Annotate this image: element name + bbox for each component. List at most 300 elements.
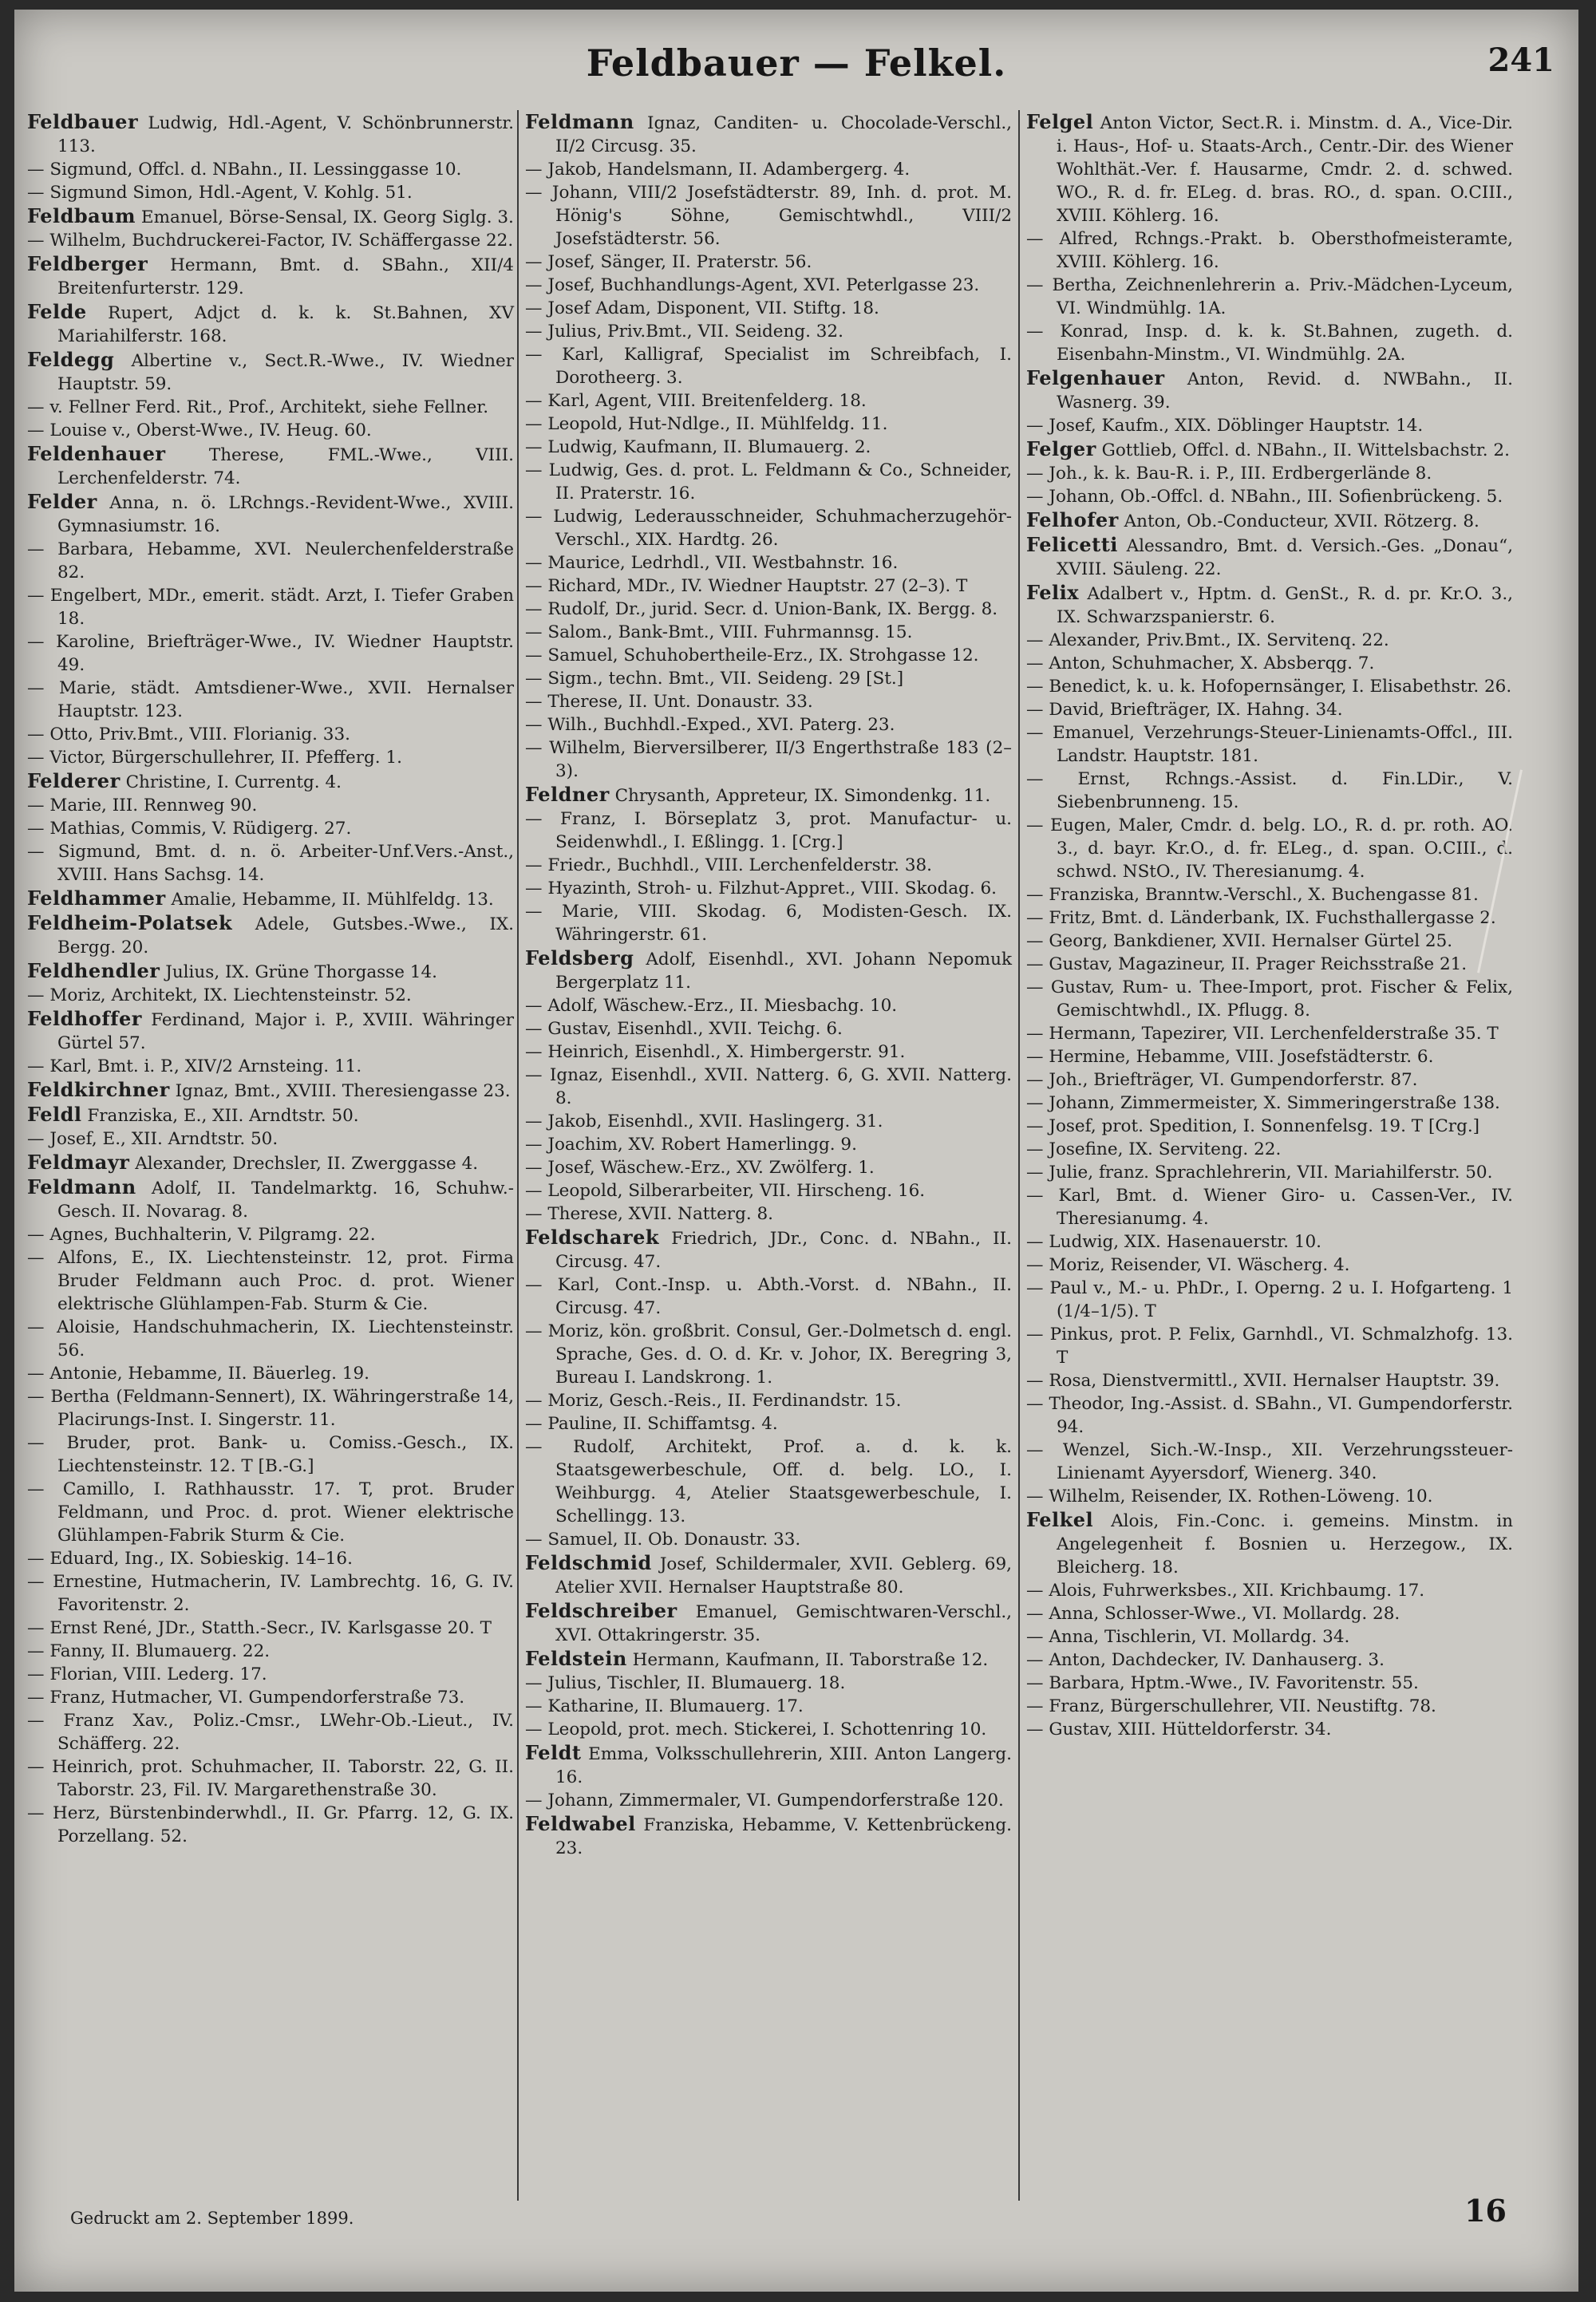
entry-text: — Moriz, Architekt, IX. Liechtensteinstr. 52. — [27, 985, 412, 1005]
entry-text: — Therese, XVII. Natterg. 8. — [525, 1204, 774, 1224]
surname: Feldheim-Polatsek — [27, 911, 233, 934]
entry-text: — Sigmund, Offcl. d. NBahn., II. Lessinggasse 10. — [27, 160, 462, 180]
print-date-note: Gedruckt am 2. September 1899. — [70, 2209, 354, 2228]
entry-text: — Alois, Fuhrwerksbes., XII. Krichbaumg. 17. — [1026, 1581, 1425, 1601]
entry-text: — Marie, städt. Amtsdiener-Wwe., XVII. Hernalser Hauptstr. 123. — [27, 678, 514, 721]
surname: Feldscharek — [525, 1226, 660, 1249]
directory-entry — [525, 1389, 1012, 1412]
surname: Feldmann — [27, 1175, 136, 1198]
entry-text: — Hyazinth, Stroh- u. Filzhut-Appret., VIII. Skodag. 6. — [525, 879, 997, 898]
directory-entry — [1026, 1718, 1513, 1741]
directory-entry — [525, 1412, 1012, 1435]
directory-entry — [27, 1663, 514, 1686]
directory-entry-head — [27, 442, 514, 490]
surname: Feldstein — [525, 1647, 627, 1670]
entry-text: — Rudolf, Dr., jurid. Secr. d. Union-Bank, IX. Bergg. 8. — [525, 599, 998, 619]
directory-entry — [27, 677, 514, 723]
entry-text: — Barbara, Hptm.-Wwe., IV. Favoritenstr. 55. — [1026, 1673, 1419, 1693]
directory-entry — [525, 713, 1012, 736]
entry-text: — Therese, II. Unt. Donaustr. 33. — [525, 692, 813, 712]
directory-entry — [1026, 1115, 1513, 1138]
entry-text: — Katharine, II. Blumauerg. 17. — [525, 1696, 804, 1716]
entry-text: — Leopold, prot. mech. Stickerei, I. Schottenring 10. — [525, 1720, 987, 1739]
directory-entry — [1026, 1277, 1513, 1323]
entry-text: — Gustav, Magazineur, II. Prager Reichsstraße 21. — [1026, 954, 1468, 974]
directory-entry — [525, 274, 1012, 297]
entry-text: — Karl, Bmt. d. Wiener Giro- u. Cassen-Ver., IV. Theresianumg. 4. — [1026, 1186, 1513, 1229]
entry-text: — Salom., Bank-Bmt., VIII. Fuhrmannsg. 15. — [525, 622, 913, 642]
entry-text: — Karoline, Briefträger-Wwe., IV. Wiedner Hauptstr. 49. — [27, 632, 514, 675]
directory-entry — [27, 1246, 514, 1316]
surname: Felder — [27, 490, 97, 513]
directory-entry — [27, 181, 514, 204]
entry-text: — Ludwig, Kaufmann, II. Blumauerg. 2. — [525, 437, 871, 457]
entry-text: — Josef, prot. Spedition, I. Sonnenfelsg. 19. T [Crg.] — [1026, 1116, 1480, 1136]
surname: Felgel — [1026, 110, 1094, 133]
directory-entry — [27, 538, 514, 584]
entry-text: — Sigmund, Bmt. d. n. ö. Arbeiter-Unf.Vers.-Anst., XVIII. Hans Sachsg. 14. — [27, 842, 514, 885]
entry-text: — Georg, Bankdiener, XVII. Hernalser Gürtel 25. — [1026, 931, 1453, 951]
surname: Feldwabel — [525, 1812, 636, 1835]
directory-entry-head — [525, 1551, 1012, 1599]
directory-entry — [525, 807, 1012, 854]
entry-text: Gottlieb, Offcl. d. NBahn., II. Wittelsbachstr. 2. — [1101, 440, 1510, 460]
directory-entry — [525, 575, 1012, 598]
surname: Feldegg — [27, 348, 115, 371]
entry-text: Hermann, Bmt. d. SBahn., XII/4 Breitenfurterstr. 129. — [57, 255, 514, 298]
entry-text: — Alfons, E., IX. Liechtensteinstr. 12, prot. Firma Bruder Feldmann auch Proc. d. prot. Wiener elektrische Glühlampen-Fab. Sturm & Cie. — [27, 1248, 514, 1314]
directory-entry-head — [1026, 437, 1513, 462]
directory-entry — [1026, 1323, 1513, 1369]
entry-text: — Wilh., Buchhdl.-Exped., XVI. Paterg. 23. — [525, 715, 895, 735]
entry-text: — Bruder, prot. Bank- u. Comiss.-Gesch., IX. Liechtensteinstr. 12. T [B.-G.] — [27, 1433, 514, 1476]
directory-entry-head — [525, 1226, 1012, 1273]
entry-text: — Joh., Briefträger, VI. Gumpendorferstr. 87. — [1026, 1070, 1418, 1090]
entry-text: — Mathias, Commis, V. Rüdigerg. 27. — [27, 819, 352, 839]
directory-entry — [525, 1718, 1012, 1741]
surname: Feldschreiber — [525, 1599, 678, 1622]
column-divider — [1018, 110, 1020, 2201]
entry-text: — Leopold, Hut-Ndlge., II. Mühlfeldg. 11. — [525, 414, 888, 434]
directory-entry-head — [525, 783, 1012, 807]
entry-text: — Julius, Priv.Bmt., VII. Seideng. 32. — [525, 322, 843, 342]
directory-entry — [525, 994, 1012, 1017]
directory-entry-head — [27, 959, 514, 984]
directory-entry — [1026, 274, 1513, 320]
directory-entry — [1026, 227, 1513, 274]
directory-entry-head — [525, 1599, 1012, 1647]
entry-text: Franziska, Hebamme, V. Kettenbrückeng. 23. — [555, 1815, 1013, 1858]
entry-text: — Franz, I. Börseplatz 3, prot. Manufactur- u. Seidenwhdl., I. Eßlingg. 1. [Crg.] — [525, 809, 1012, 852]
directory-entry — [27, 396, 514, 419]
surname: Felkel — [1026, 1508, 1094, 1531]
directory-entry — [1026, 1092, 1513, 1115]
directory-entry-head — [1026, 533, 1513, 581]
directory-entry-head — [525, 946, 1012, 994]
entry-text: — Jakob, Handelsmann, II. Adambergerg. 4. — [525, 160, 911, 180]
signature-mark: 16 — [1464, 2193, 1507, 2229]
entry-text: — Josef, Kaufm., XIX. Döblinger Hauptstr. 14. — [1026, 416, 1424, 436]
entry-text: — Wilhelm, Bierversilberer, II/3 Engerthstraße 183 (2–3). — [525, 738, 1012, 781]
directory-entry-head — [1026, 366, 1513, 414]
column-1 — [27, 110, 514, 1848]
directory-entry — [27, 1570, 514, 1617]
entry-text: Christine, I. Currentg. 4. — [125, 772, 342, 792]
surname: Feldsberg — [525, 946, 634, 969]
entry-text: — Barbara, Hebamme, XVI. Neulerchenfelderstraße 82. — [27, 539, 514, 582]
directory-entry — [1026, 1184, 1513, 1230]
entry-text: — Friedr., Buchhdl., VIII. Lerchenfelderstr. 38. — [525, 855, 933, 875]
entry-text: Ludwig, Hdl.-Agent, V. Schönbrunnerstr. 113. — [57, 113, 514, 156]
directory-entry — [27, 1431, 514, 1478]
directory-entry — [1026, 1045, 1513, 1068]
directory-entry — [525, 343, 1012, 389]
entry-text: Therese, FML.-Wwe., VIII. Lerchenfelderstr. 74. — [57, 445, 514, 488]
directory-entry-head — [27, 252, 514, 300]
directory-entry — [1026, 652, 1513, 675]
directory-entry — [27, 1362, 514, 1385]
directory-entry — [27, 840, 514, 886]
entry-text: — Sigm., techn. Bmt., VII. Seideng. 29 [St.] — [525, 669, 904, 689]
directory-entry — [27, 1755, 514, 1802]
surname: Feldmayr — [27, 1151, 130, 1174]
entry-text: — v. Fellner Ferd. Rit., Prof., Architekt, siehe Fellner. — [27, 397, 489, 417]
directory-entry — [525, 1528, 1012, 1551]
entry-text: Adolf, Eisenhdl., XVI. Johann Nepomuk Bergerplatz 11. — [555, 950, 1013, 993]
entry-text: — Marie, III. Rennweg 90. — [27, 796, 258, 815]
column-divider — [517, 110, 519, 2201]
entry-text: — Ernst René, JDr., Statth.-Secr., IV. Karlsgasse 20. T — [27, 1618, 492, 1638]
entry-text: — Ludwig, Ges. d. prot. L. Feldmann & Co., Schneider, II. Praterstr. 16. — [525, 460, 1012, 503]
entry-text: — Eduard, Ing., IX. Sobieskig. 14–16. — [27, 1549, 353, 1569]
directory-entry-head — [1026, 110, 1513, 227]
directory-entry — [27, 1709, 514, 1755]
directory-entry-head — [525, 1741, 1012, 1789]
surname: Feldenhauer — [27, 442, 166, 465]
entry-text: — Ludwig, Lederausschneider, Schuhmacherzugehör-Verschl., XIX. Hardtg. 26. — [525, 507, 1012, 550]
surname: Feldhendler — [27, 959, 160, 982]
entry-text: — David, Briefträger, IX. Hahng. 34. — [1026, 700, 1343, 720]
entry-text: — Florian, VIII. Lederg. 17. — [27, 1664, 267, 1684]
page-title: Feldbauer — Felkel. — [586, 41, 1007, 85]
directory-entry-head — [27, 348, 514, 396]
directory-entry — [27, 1686, 514, 1709]
entry-text: — Franz Xav., Poliz.-Cmsr., LWehr-Ob.-Lieut., IV. Schäfferg. 22. — [27, 1711, 514, 1754]
entry-text: Emma, Volksschullehrerin, XIII. Anton Langerg. 16. — [555, 1744, 1012, 1787]
entry-text: — Franz, Hutmacher, VI. Gumpendorferstraße 73. — [27, 1688, 465, 1708]
surname: Felger — [1026, 437, 1096, 460]
directory-entry — [1026, 320, 1513, 366]
directory-entry — [525, 1017, 1012, 1040]
directory-entry — [525, 598, 1012, 621]
entry-text: Emanuel, Gemischtwaren-Verschl., XVI. Ottakringerstr. 35. — [555, 1602, 1012, 1645]
directory-entry-head — [27, 204, 514, 229]
directory-entry — [27, 984, 514, 1007]
entry-text: — Eugen, Maler, Cmdr. d. belg. LO., R. d. pr. roth. AO. 3., d. bayr. Kr.O., d. fr. ELeg., d. span. O.CIII., d. schwd. NStO., IV. Theresianumg. 4. — [1026, 815, 1513, 882]
entry-text: Friedrich, JDr., Conc. d. NBahn., II. Circusg. 47. — [555, 1229, 1012, 1272]
directory-entry — [525, 505, 1012, 551]
entry-text: — Sigmund Simon, Hdl.-Agent, V. Kohlg. 51. — [27, 183, 413, 203]
entry-text: — Gustav, XIII. Hütteldorferstr. 34. — [1026, 1720, 1332, 1739]
directory-page — [14, 10, 1578, 2292]
entry-text: — Karl, Agent, VIII. Breitenfelderg. 18. — [525, 391, 867, 411]
directory-entry — [1026, 485, 1513, 508]
page-number: 241 — [1487, 41, 1555, 79]
entry-text: — Karl, Cont.-Insp. u. Abth.-Vorst. d. NBahn., II. Circusg. 47. — [525, 1275, 1012, 1318]
entry-text: — Fanny, II. Blumauerg. 22. — [27, 1641, 271, 1661]
entry-text: — Jakob, Eisenhdl., XVII. Haslingerg. 31. — [525, 1112, 883, 1131]
directory-entry — [27, 1385, 514, 1431]
entry-text: Adalbert v., Hptm. d. GenSt., R. d. pr. Kr.O. 3., IX. Schwarzspanierstr. 6. — [1057, 584, 1513, 627]
entry-text: — Leopold, Silberarbeiter, VII. Hirscheng. 16. — [525, 1181, 926, 1201]
entry-text: — Adolf, Wäschew.-Erz., II. Miesbachg. 10. — [525, 996, 898, 1016]
directory-entry-head — [1026, 508, 1513, 533]
entry-text: — Bertha (Feldmann-Sennert), IX. Währingerstraße 14, Placirungs-Inst. I. Singerstr. 11. — [27, 1387, 514, 1430]
entry-text: — Josef Adam, Disponent, VII. Stiftg. 18. — [525, 298, 879, 318]
entry-text: — Johann, Zimmermeister, X. Simmeringerstraße 138. — [1026, 1093, 1500, 1113]
directory-entry — [525, 551, 1012, 575]
directory-entry-head — [525, 110, 1012, 158]
entry-text: — Theodor, Ing.-Assist. d. SBahn., VI. Gumpendorferstr. 94. — [1026, 1394, 1513, 1437]
entry-text: — Samuel, Schuhobertheile-Erz., IX. Strohgasse 12. — [525, 646, 979, 665]
directory-entry — [525, 181, 1012, 251]
directory-entry — [525, 644, 1012, 667]
directory-entry — [27, 1478, 514, 1547]
directory-entry — [525, 158, 1012, 181]
directory-entry — [1026, 768, 1513, 814]
directory-entry — [525, 320, 1012, 343]
directory-entry — [1026, 930, 1513, 953]
directory-entry — [27, 229, 514, 252]
entry-text: Adele, Gutsbes.-Wwe., IX. Bergg. 20. — [57, 914, 514, 958]
directory-entry — [1026, 1485, 1513, 1508]
directory-entry — [1026, 976, 1513, 1022]
directory-entry — [525, 1110, 1012, 1133]
directory-entry-head — [27, 110, 514, 158]
directory-entry — [1026, 1254, 1513, 1277]
entry-text: — Karl, Bmt. i. P., XIV/2 Arnsteing. 11. — [27, 1056, 362, 1076]
directory-entry — [1026, 814, 1513, 883]
entry-text: — Konrad, Insp. d. k. k. St.Bahnen, zugeth. d. Eisenbahn-Minstm., VI. Windmühlg. 2A. — [1026, 322, 1513, 365]
entry-text: — Josef, Wäschew.-Erz., XV. Zwölferg. 1. — [525, 1158, 875, 1178]
entry-text: — Bertha, Zeichnenlehrerin a. Priv.-Mädchen-Lyceum, VI. Windmühlg. 1A. — [1026, 275, 1513, 318]
directory-entry — [525, 1156, 1012, 1179]
directory-entry — [525, 1202, 1012, 1226]
page-header — [14, 41, 1578, 97]
directory-entry — [525, 1133, 1012, 1156]
directory-entry — [1026, 1230, 1513, 1254]
directory-entry — [1026, 1602, 1513, 1625]
directory-entry — [27, 419, 514, 442]
directory-entry — [525, 1040, 1012, 1064]
entry-text: — Agnes, Buchhalterin, V. Pilgramg. 22. — [27, 1225, 376, 1245]
entry-text: Hermann, Kaufmann, II. Taborstraße 12. — [632, 1650, 989, 1670]
entry-text: — Samuel, II. Ob. Donaustr. 33. — [525, 1530, 801, 1550]
directory-entry — [525, 459, 1012, 505]
entry-text: — Heinrich, Eisenhdl., X. Himbergerstr. 91. — [525, 1042, 906, 1062]
directory-entry-head — [27, 769, 514, 794]
entry-text: — Johann, Ob.-Offcl. d. NBahn., III. Sofienbrückeng. 5. — [1026, 487, 1503, 507]
directory-entry-head — [525, 1812, 1012, 1860]
entry-text: — Gustav, Eisenhdl., XVII. Teichg. 6. — [525, 1019, 843, 1039]
entry-text: — Paul v., M.- u. PhDr., I. Operng. 2 u. I. Hofgarteng. 1 (1/4–1/5). T — [1026, 1278, 1513, 1321]
entry-text: — Alfred, Rchngs.-Prakt. b. Obersthofmeisteramte, XVIII. Köhlerg. 16. — [1026, 229, 1513, 272]
directory-entry — [525, 1179, 1012, 1202]
surname: Felde — [27, 300, 87, 323]
entry-text: — Ignaz, Eisenhdl., XVII. Natterg. 6, G. XVII. Natterg. 8. — [525, 1065, 1012, 1108]
entry-text: — Franz, Bürgerschullehrer, VII. Neustiftg. 78. — [1026, 1696, 1436, 1716]
directory-entry — [1026, 462, 1513, 485]
directory-entry — [525, 1672, 1012, 1695]
entry-text: Franziska, E., XII. Arndtstr. 50. — [87, 1106, 359, 1126]
directory-entry — [1026, 629, 1513, 652]
directory-entry-head — [27, 1007, 514, 1055]
directory-entry — [525, 900, 1012, 946]
directory-entry-head — [525, 1647, 1012, 1672]
directory-entry — [27, 1547, 514, 1570]
directory-entry — [1026, 414, 1513, 437]
directory-entry-head — [27, 1078, 514, 1103]
surname: Feldt — [525, 1741, 582, 1764]
surname: Felderer — [27, 769, 120, 792]
directory-entry-head — [27, 1175, 514, 1223]
entry-text: — Hermann, Tapezirer, VII. Lerchenfelderstraße 35. T — [1026, 1024, 1499, 1044]
entry-text: — Pinkus, prot. P. Felix, Garnhdl., VI. Schmalzhofg. 13. T — [1026, 1325, 1513, 1368]
column-3 — [1026, 110, 1513, 1741]
entry-text: — Moriz, kön. großbrit. Consul, Ger.-Dolmetsch d. engl. Sprache, Ges. d. O. d. Kr. v. Johor, IX. Beregring 3, Bureau I. Landskrong. 1. — [525, 1321, 1012, 1388]
directory-entry — [27, 1223, 514, 1246]
entry-text: — Moriz, Gesch.-Reis., II. Ferdinandstr. 15. — [525, 1391, 902, 1411]
directory-entry — [1026, 1369, 1513, 1392]
directory-entry — [1026, 1439, 1513, 1485]
directory-entry — [27, 746, 514, 769]
directory-entry-head — [27, 886, 514, 911]
entry-text: Anna, n. ö. LRchngs.-Revident-Wwe., XVIII. Gymnasiumstr. 16. — [57, 493, 514, 536]
entry-text: Anton Victor, Sect.R. i. Minstm. d. A., Vice-Dir. i. Haus-, Hof- u. Staats-Arch., Centr.-Dir. des Wiener Wohlthät.-Ver. f. Hausarme, Cmdr. 2. d. schwed. WO., R. d. fr. ELeg. d. bras. RO., d. span. O.CIII., XVIII. Köhlerg. 16. — [1057, 113, 1513, 226]
entry-text: Chrysanth, Appreteur, IX. Simondenkg. 11. — [614, 786, 991, 806]
entry-text: Albertine v., Sect.R.-Wwe., IV. Wiedner Hauptstr. 59. — [57, 351, 514, 394]
entry-text: — Richard, MDr., IV. Wiedner Hauptstr. 27 (2–3). T — [525, 576, 968, 596]
entry-text: — Alexander, Priv.Bmt., IX. Servitenq. 22. — [1026, 630, 1389, 650]
directory-entry — [1026, 698, 1513, 721]
entry-text: — Josef, Sänger, II. Praterstr. 56. — [525, 252, 812, 272]
directory-entry — [525, 413, 1012, 436]
surname: Feldner — [525, 783, 610, 806]
directory-entry — [27, 158, 514, 181]
entry-text: — Gustav, Rum- u. Thee-Import, prot. Fischer & Felix, Gemischtwhdl., IX. Pflugg. 8. — [1026, 977, 1513, 1021]
directory-entry — [525, 1695, 1012, 1718]
entry-text: — Ernestine, Hutmacherin, IV. Lambrechtg. 16, G. IV. Favoritenstr. 2. — [27, 1572, 514, 1615]
directory-entry — [525, 389, 1012, 413]
directory-entry — [525, 251, 1012, 274]
entry-text: — Karl, Kalligraf, Specialist im Schreibfach, I. Dorotheerg. 3. — [525, 345, 1012, 388]
directory-entry — [525, 297, 1012, 320]
entry-text: — Hermine, Hebamme, VIII. Josefstädterstr. 6. — [1026, 1047, 1434, 1067]
directory-entry — [27, 1127, 514, 1151]
surname: Feldberger — [27, 252, 148, 275]
entry-text: — Josef, Buchhandlungs-Agent, XVI. Peterlgasse 23. — [525, 275, 980, 295]
directory-entry — [1026, 1138, 1513, 1161]
surname: Feldbauer — [27, 110, 139, 133]
directory-entry — [27, 723, 514, 746]
surname: Feldhammer — [27, 886, 166, 910]
surname: Felix — [1026, 581, 1080, 604]
directory-entry — [1026, 953, 1513, 976]
entry-text: Adolf, II. Tandelmarktg. 16, Schuhw.-Gesch. II. Novarag. 8. — [57, 1179, 514, 1222]
directory-entry-head — [27, 490, 514, 538]
entry-text: — Franziska, Branntw.-Verschl., X. Buchengasse 81. — [1026, 885, 1479, 905]
entry-text: — Emanuel, Verzehrungs-Steuer-Linienamts-Offcl., III. Landstr. Hauptstr. 181. — [1026, 723, 1513, 766]
directory-entry-head — [27, 300, 514, 348]
directory-entry — [27, 630, 514, 677]
entry-text: — Camillo, I. Rathhausstr. 17. T, prot. Bruder Feldmann, und Proc. d. prot. Wiener elektrische Glühlampen-Fabrik Sturm & Cie. — [27, 1479, 514, 1546]
entry-text: — Anton, Dachdecker, IV. Danhauserg. 3. — [1026, 1650, 1385, 1670]
directory-entry — [525, 621, 1012, 644]
directory-entry — [1026, 1022, 1513, 1045]
entry-text: — Johann, VIII/2 Josefstädterstr. 89, Inh. d. prot. M. Hönig's Söhne, Gemischtwhdl., VIII/2 Josefstädterstr. 56. — [525, 183, 1012, 249]
entry-text: — Joh., k. k. Bau-R. i. P., III. Erdbergerlände 8. — [1026, 464, 1432, 484]
entry-text: Rupert, Adjct d. k. k. St.Bahnen, XV Mariahilferstr. 168. — [57, 303, 514, 346]
entry-text: — Aloisie, Handschuhmacherin, IX. Liechtensteinstr. 56. — [27, 1317, 514, 1360]
entry-text: — Marie, VIII. Skodag. 6, Modisten-Gesch. IX. Währingerstr. 61. — [525, 902, 1012, 945]
entry-text: — Heinrich, prot. Schuhmacher, II. Taborstr. 22, G. II. Taborstr. 23, Fil. IV. Margarethenstraße 30. — [27, 1757, 514, 1800]
directory-entry — [27, 1640, 514, 1663]
entry-text: — Ernst, Rchngs.-Assist. d. Fin.LDir., V. Siebenbrunneng. 15. — [1026, 769, 1513, 812]
directory-entry — [1026, 1579, 1513, 1602]
entry-text: — Anton, Schuhmacher, X. Absberqg. 7. — [1026, 653, 1375, 673]
directory-entry — [525, 736, 1012, 783]
directory-entry — [1026, 1695, 1513, 1718]
entry-text: — Rosa, Dienstvermittl., XVII. Hernalser Hauptstr. 39. — [1026, 1371, 1500, 1391]
entry-text: — Rudolf, Architekt, Prof. a. d. k. k. Staatsgewerbeschule, Off. d. belg. LO., I. Weihburgg. 4, Atelier Staatsgewerbeschule, I. Schellingg. 13. — [525, 1437, 1012, 1526]
entry-text: — Moriz, Reisender, VI. Wäscherg. 4. — [1026, 1255, 1350, 1275]
directory-entry — [525, 1273, 1012, 1320]
entry-text: Emanuel, Börse-Sensal, IX. Georg Siglg. 3. — [140, 207, 514, 227]
entry-text: — Wenzel, Sich.-W.-Insp., XII. Verzehrungssteuer-Linienamt Ayyersdorf, Wienerg. 340. — [1026, 1440, 1513, 1483]
directory-entry — [27, 794, 514, 817]
entry-text: — Anna, Tischlerin, VI. Mollardg. 34. — [1026, 1627, 1350, 1647]
surname: Feldhoffer — [27, 1007, 142, 1030]
entry-text: — Anna, Schlosser-Wwe., VI. Mollardg. 28. — [1026, 1604, 1400, 1624]
directory-entry-head — [27, 1151, 514, 1175]
directory-entry — [525, 667, 1012, 690]
surname: Felgenhauer — [1026, 366, 1165, 389]
surname: Feldschmid — [525, 1551, 652, 1574]
surname: Feldbaum — [27, 204, 136, 227]
entry-text: — Fritz, Bmt. d. Länderbank, IX. Fuchsthallergasse 2. — [1026, 908, 1496, 928]
directory-entry — [525, 690, 1012, 713]
directory-entry — [1026, 1625, 1513, 1649]
directory-entry-head — [27, 911, 514, 959]
surname: Feldl — [27, 1103, 82, 1126]
column-2 — [525, 110, 1012, 1860]
entry-text: — Louise v., Oberst-Wwe., IV. Heug. 60. — [27, 421, 372, 440]
entry-text: — Engelbert, MDr., emerit. städt. Arzt, I. Tiefer Graben 18. — [27, 586, 514, 629]
entry-text: Josef, Schildermaler, XVII. Geblerg. 69, Atelier XVII. Hernalser Hauptstraße 80. — [555, 1554, 1012, 1597]
directory-entry — [525, 1320, 1012, 1389]
directory-entry — [1026, 721, 1513, 768]
entry-text: — Ludwig, XIX. Hasenauerstr. 10. — [1026, 1232, 1321, 1252]
directory-entry — [525, 877, 1012, 900]
directory-entry — [27, 1316, 514, 1362]
surname: Feldkirchner — [27, 1078, 170, 1101]
entry-text: — Julius, Tischler, II. Blumauerg. 18. — [525, 1673, 846, 1693]
directory-entry-head — [1026, 1508, 1513, 1579]
entry-text: — Herz, Bürstenbinderwhdl., II. Gr. Pfarrg. 12, G. IX. Porzellang. 52. — [27, 1803, 514, 1846]
entry-text: Alessandro, Bmt. d. Versich.-Ges. „Donau“, XVIII. Säuleng. 22. — [1057, 536, 1513, 579]
directory-entry — [27, 1617, 514, 1640]
entry-text: — Julie, franz. Sprachlehrerin, VII. Mariahilferstr. 50. — [1026, 1163, 1493, 1183]
